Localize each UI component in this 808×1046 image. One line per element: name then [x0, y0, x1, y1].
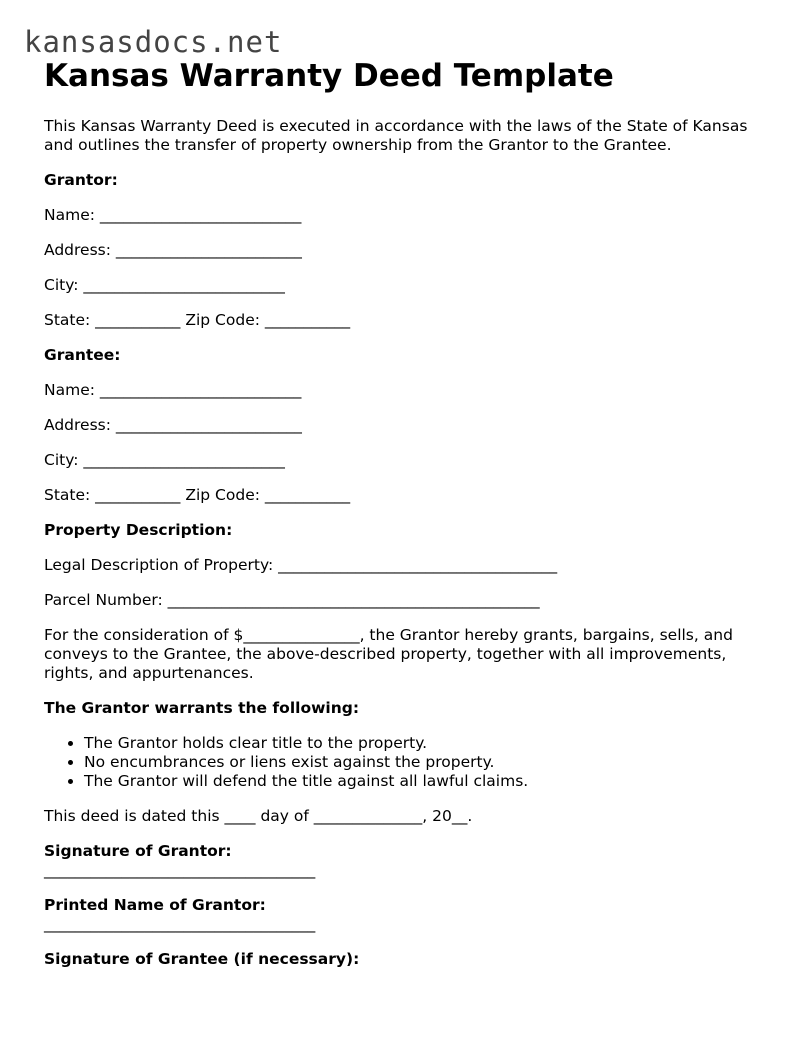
grantor-heading: Grantor:	[44, 171, 118, 189]
list-item: • No encumbrances or liens exist against the property.	[84, 753, 774, 772]
page-title: Kansas Warranty Deed Template	[44, 58, 614, 94]
watermark: kansasdocs.net	[24, 25, 283, 59]
grantee-name-field: Name: __________________________	[44, 381, 302, 399]
printed-name-grantor-line: ___________________________________	[44, 915, 316, 933]
grantor-state-zip-field: State: ___________ Zip Code: ___________	[44, 311, 351, 329]
grantor-city-field: City: __________________________	[44, 276, 285, 294]
consideration-paragraph: For the consideration of $_______________, the Grantor hereby grants, bargains, sells, and conveys to the Grantee, the above-described property, together with all improvements, rights, and appurtenances.	[44, 626, 733, 682]
grantee-address-field: Address: ________________________	[44, 416, 302, 434]
intro-paragraph: This Kansas Warranty Deed is executed in accordance with the laws of the State of Kansas and outlines the transfer of property ownership from the Grantor to the Grantee.	[44, 117, 748, 154]
dated-line: This deed is dated this ____ day of ______________, 20__.	[44, 807, 473, 825]
grantee-state-zip-field: State: ___________ Zip Code: ___________	[44, 486, 351, 504]
signature-grantor-line: ___________________________________	[44, 861, 316, 879]
printed-name-grantor-heading: Printed Name of Grantor:	[44, 896, 266, 914]
parcel-number-field: Parcel Number: ________________________________________________	[44, 591, 540, 609]
signature-grantor-heading: Signature of Grantor:	[44, 842, 232, 860]
grantee-heading: Grantee:	[44, 346, 121, 364]
grantee-city-field: City: __________________________	[44, 451, 285, 469]
grantor-address-field: Address: ________________________	[44, 241, 302, 259]
grantor-name-field: Name: __________________________	[44, 206, 302, 224]
list-item: • The Grantor will defend the title against all lawful claims.	[84, 772, 774, 791]
warranties-heading: The Grantor warrants the following:	[44, 699, 360, 717]
signature-grantee-heading: Signature of Grantee (if necessary):	[44, 950, 360, 968]
warranties-list	[44, 734, 774, 791]
property-heading: Property Description:	[44, 521, 233, 539]
legal-description-field: Legal Description of Property: ____________________________________	[44, 556, 558, 574]
document-page	[44, 54, 774, 969]
list-item: • The Grantor holds clear title to the property.	[84, 734, 774, 753]
